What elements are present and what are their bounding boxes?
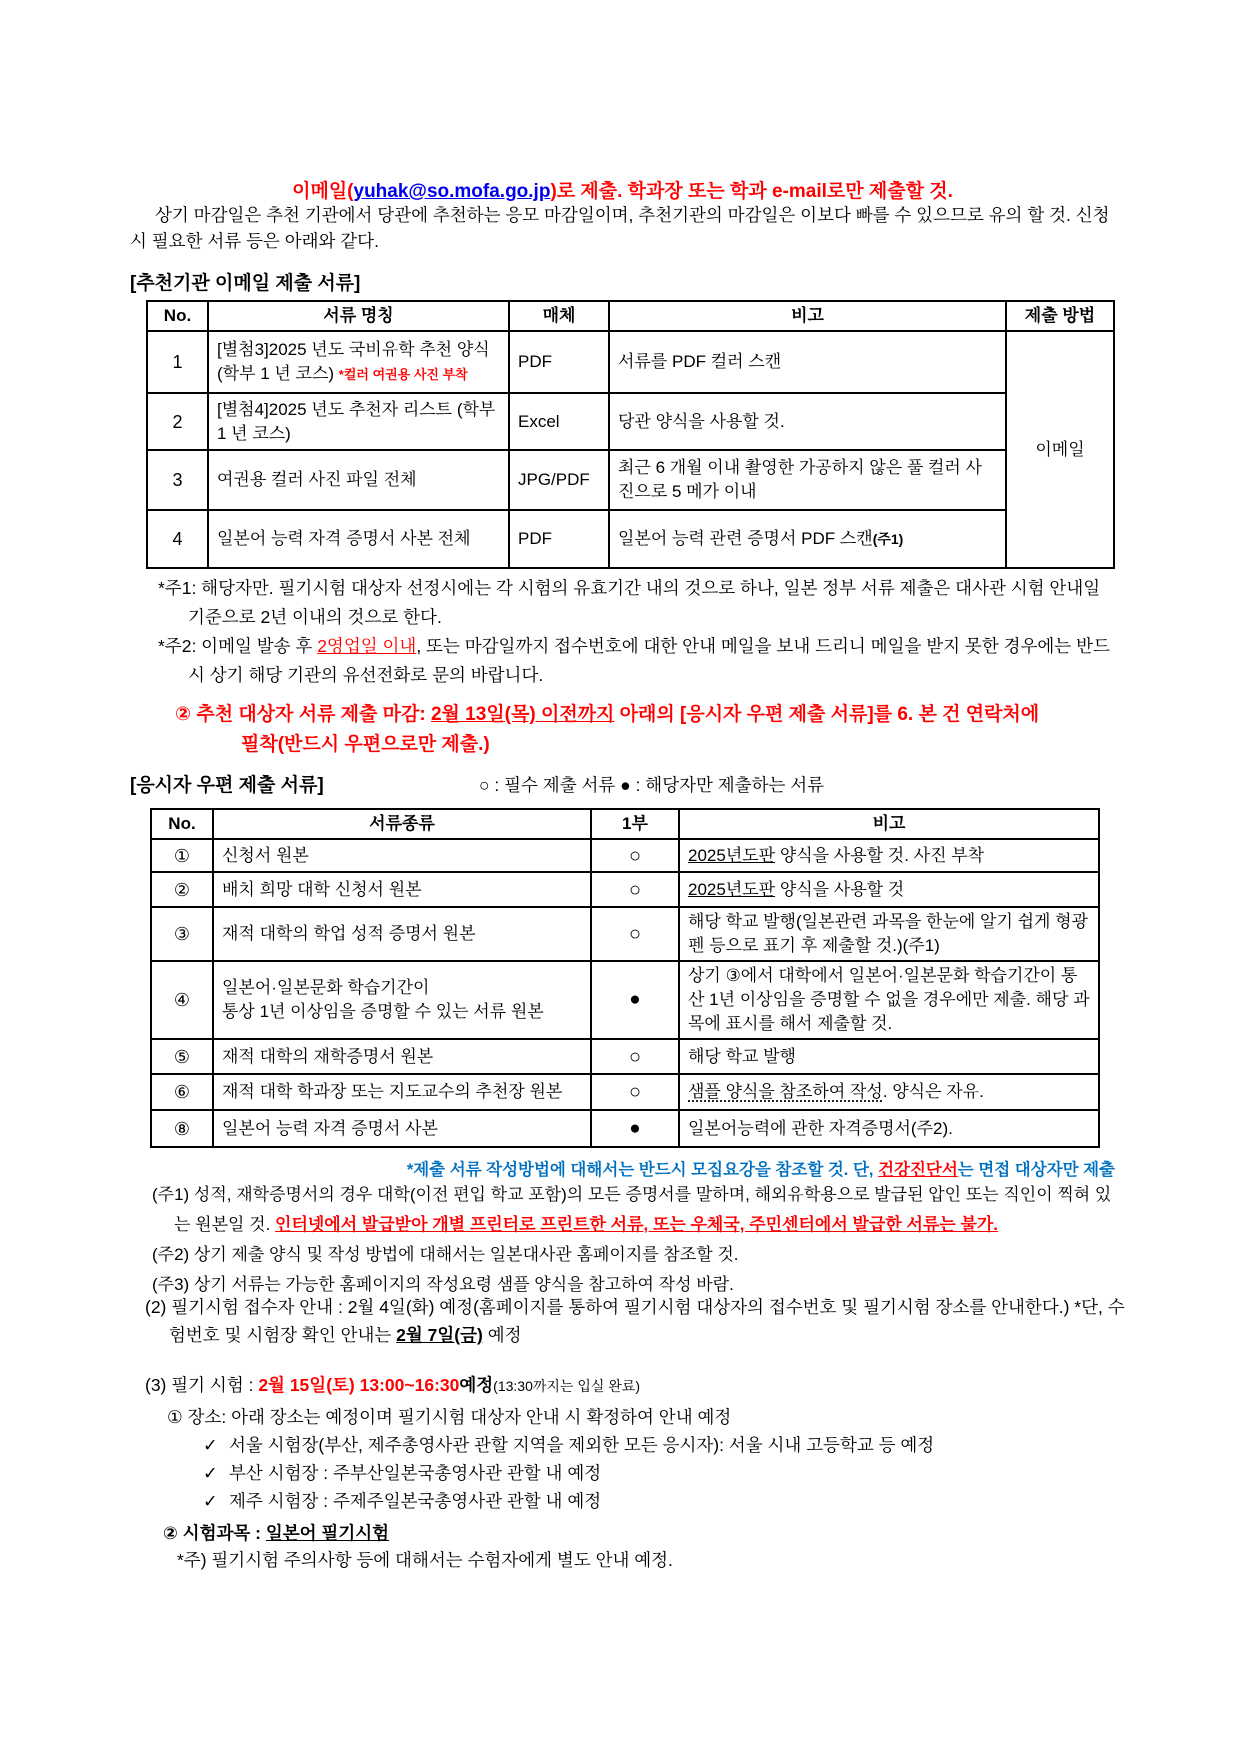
doc-kind: 재적 대학의 재학증명서 원본 [213, 1039, 591, 1074]
exam-label: (3) 필기 시험 : [145, 1375, 259, 1395]
doc-kind: 일본어 능력 자격 증명서 사본 [213, 1110, 591, 1147]
row-no: ② [151, 872, 213, 907]
footnote-ref: (주1) [872, 531, 904, 547]
row-no: 1 [147, 331, 208, 393]
submit-method-cell: 이메일 [1006, 331, 1114, 568]
intro-paragraph: 상기 마감일은 추천 기관에서 당관에 추천하는 응모 마감일이며, 추천기관의 마감일은 이보다 빠를 수 있으므로 유의 할 것. 신청시 필요한 서류 등은 아래와 같다. [130, 205, 1110, 251]
doc-name: [별첨4]2025 년도 추천자 리스트 (학부 1 년 코스) [208, 393, 509, 450]
remark-dotted: 샘플 양식을 참조하여 작성 [688, 1082, 883, 1101]
remark-underlined: 2025년도판 [688, 845, 776, 865]
email-table-footnotes [158, 574, 1110, 690]
email-submission-notice [130, 176, 1115, 203]
col-header-copies: 1부 [591, 809, 679, 839]
col-header-kind: 서류종류 [213, 809, 591, 839]
row-no: ⑥ [151, 1074, 213, 1110]
col-header-no: No. [147, 301, 208, 331]
mail-table-legend: ○ : 필수 제출 서류 ● : 해당자만 제출하는 서류 [478, 775, 825, 795]
written-exam-section [145, 1372, 1125, 1515]
email-table-title: [추천기관 이메일 제출 서류] [130, 273, 361, 294]
remark: 서류를 PDF 컬러 스캔 [609, 331, 1006, 393]
table-row [151, 839, 1099, 872]
doc-kind: 배치 희망 대학 신청서 원본 [213, 872, 591, 907]
remark: 상기 ③에서 대학에서 일본어·일본문화 학습기간이 통산 1년 이상임을 증명할 수 없을 경우에만 제출. 해당 과목에 표시를 해서 제출할 것. [679, 961, 1099, 1039]
remark [609, 510, 1006, 568]
row-no: ⑧ [151, 1110, 213, 1147]
col-header-method: 제출 방법 [1006, 301, 1114, 331]
remark-text: 일본어 능력 관련 증명서 PDF 스캔 [618, 529, 873, 548]
exam-place-busan [203, 1460, 1125, 1487]
exam-subject-section [163, 1520, 1123, 1574]
doc-kind-line1: 일본어·일본문화 학습기간이 [222, 978, 430, 997]
notice-prefix: 이메일( [292, 181, 354, 202]
row-no: ④ [151, 961, 213, 1039]
mail-submission-table [150, 808, 1100, 1148]
media-type: Excel [509, 393, 609, 450]
place-text: 부산 시험장 : 주부산일본국총영사관 관할 내 예정 [229, 1463, 602, 1483]
place-text: 제주 시험장 : 주제주일본국총영사관 관할 내 예정 [229, 1491, 602, 1511]
remark-text: 양식을 사용할 것. 사진 부착 [775, 845, 985, 865]
deadline-post: 아래의 [응시자 우편 제출 서류]를 6. 본 건 연락처에 [614, 704, 1040, 725]
applicable-only-mark: ● [591, 961, 679, 1039]
mail-table-heading [130, 770, 1115, 797]
exam-place-jeju [203, 1488, 1125, 1515]
exam-entry-note: (13:30까지는 입실 완료) [493, 1378, 640, 1394]
remark [679, 872, 1099, 907]
doc-name: 여권용 컬러 사진 파일 전체 [208, 450, 509, 510]
table-row [151, 872, 1099, 907]
exam-datetime: 2월 15일(토) 13:00~16:30 [258, 1375, 460, 1395]
notice-text: (2) 필기시험 접수자 안내 : 2월 4일(화) 예정(홈페이지를 통하여 필기시험 대상자의 접수번호 및 필기시험 장소를 안내한다.) *단, 수험번호 및 시험장 확인 안내는 [145, 1297, 1125, 1345]
email-submission-table [146, 300, 1115, 569]
remark: 해당 학교 발행 [679, 1039, 1099, 1074]
subject-value: 일본어 필기시험 [265, 1523, 390, 1543]
required-mark: ○ [591, 872, 679, 907]
doc-kind: 재적 대학의 학업 성적 증명서 원본 [213, 907, 591, 961]
remark: 일본어능력에 관한 자격증명서(주2). [679, 1110, 1099, 1147]
check-icon: ✓ [203, 1435, 218, 1455]
exam-place-seoul [203, 1432, 1125, 1459]
media-type: JPG/PDF [509, 450, 609, 510]
photo-attach-note: *컬러 여권용 사진 부착 [338, 366, 468, 382]
footnote-2-pre: *주2: 이메일 발송 후 [158, 636, 318, 656]
applicable-only-mark: ● [591, 1110, 679, 1147]
remark-text: 양식을 사용할 것 [775, 879, 905, 899]
deadline-date: 2월 13일(목) 이전까지 [430, 704, 615, 725]
check-icon: ✓ [203, 1463, 218, 1483]
media-type: PDF [509, 510, 609, 568]
table-row [151, 1110, 1099, 1147]
footnote-ju2: (주2) 상기 제출 양식 및 작성 방법에 대해서는 일본대사관 홈페이지를 참조할 것. [152, 1245, 739, 1264]
remark-text: . 양식은 자유. [882, 1082, 984, 1101]
notice-date: 2월 7일(금) [396, 1325, 483, 1345]
doc-kind: 신청서 원본 [213, 839, 591, 872]
exam-place-title: ① 장소: 아래 장소는 예정이며 필기시험 대상자 안내 시 확정하여 안내 예정 [167, 1407, 732, 1427]
submission-guideline-note [130, 1156, 1115, 1180]
required-mark: ○ [591, 839, 679, 872]
deadline-pre: ② 추천 대상자 서류 제출 마감: [175, 704, 431, 725]
exam-datetime-line [145, 1372, 1125, 1400]
table-header-row [147, 301, 1114, 331]
notice-tail: 예정 [482, 1325, 522, 1345]
mail-table-footnotes [152, 1180, 1120, 1300]
footnote-1: *주1: 해당자만. 필기시험 대상자 선정시에는 각 시험의 유효기간 내의 것으로 하나, 일본 정부 서류 제출은 대사관 시험 안내일 기준으로 2년 이내의 것으로 한다. [158, 578, 1101, 627]
row-no: 2 [147, 393, 208, 450]
exam-registrant-notice [145, 1293, 1125, 1349]
doc-kind-line2: 통상 1년 이상임을 증명할 수 있는 서류 원본 [222, 1002, 544, 1021]
footnote-ju3: (주3) 상기 서류는 가능한 홈페이지의 작성요령 샘플 양식을 참고하여 작성 바람. [152, 1275, 734, 1294]
exam-subject-note: *주) 필기시험 주의사항 등에 대해서는 수험자에게 별도 안내 예정. [177, 1550, 673, 1570]
ju1-warning: 인터넷에서 발급받아 개별 프린터로 프린트한 서류, 또는 우체국, 주민센터에서 발급한 서류는 불가. [275, 1215, 999, 1234]
col-header-note: 비고 [679, 809, 1099, 839]
doc-kind: 재적 대학 학과장 또는 지도교수의 추천장 원본 [213, 1074, 591, 1110]
table-row [147, 331, 1114, 393]
check-icon: ✓ [203, 1491, 218, 1511]
deadline-line-2: 필착(반드시 우편으로만 제출.) [241, 734, 490, 755]
row-no: ① [151, 839, 213, 872]
footnote-2-post: , 또는 마감일까지 접수번호에 대한 안내 메일을 보내 드리니 메일을 받지 못한 경우에는 반드시 상기 해당 기관의 유선전화로 문의 바랍니다. [188, 636, 1110, 685]
table-row [151, 1074, 1099, 1110]
doc-name: 일본어 능력 자격 증명서 사본 전체 [208, 510, 509, 568]
deadline-line-1 [175, 700, 1120, 730]
table-row [147, 393, 1114, 450]
blue-note-post: 는 면접 대상자만 제출 [957, 1161, 1115, 1179]
table-row [151, 1039, 1099, 1074]
notice-paragraph [145, 1293, 1125, 1349]
required-mark: ○ [591, 1074, 679, 1110]
table-row [151, 961, 1099, 1039]
media-type: PDF [509, 331, 609, 393]
doc-kind [213, 961, 591, 1039]
notice-suffix: )로 제출. 학과장 또는 학과 e-mail로만 제출할 것. [550, 181, 953, 202]
row-no: ③ [151, 907, 213, 961]
required-mark: ○ [591, 1039, 679, 1074]
table-row [147, 510, 1114, 568]
remark: 당관 양식을 사용할 것. [609, 393, 1006, 450]
footnote-2-deadline: 2영업일 이내 [317, 636, 417, 656]
subject-label: ② 시험과목 : [163, 1523, 266, 1543]
exam-subject-line [163, 1520, 1123, 1547]
table-header-row [151, 809, 1099, 839]
mail-table-title: [응시자 우편 제출 서류] [130, 775, 324, 796]
email-link[interactable]: yuhak@so.mofa.go.jp [353, 181, 551, 202]
footnote-2 [158, 632, 1110, 690]
col-header-media: 매체 [509, 301, 609, 331]
col-header-no: No. [151, 809, 213, 839]
col-header-note: 비고 [609, 301, 1006, 331]
doc-name-text: [별첨3]2025 년도 국비유학 추천 양식(학부 1 년 코스) [217, 339, 490, 383]
exam-expected: 예정 [459, 1375, 494, 1395]
remark [679, 839, 1099, 872]
ju1-text: (주1) 성적, 재학증명서의 경우 대학(이전 편입 학교 포함)의 모든 증명서를 말하며, 해외유학용으로 발급된 압인 또는 직인이 찍혀 있는 원본일 것. [152, 1185, 1112, 1234]
remark-underlined: 2025년도판 [688, 879, 776, 899]
remark [679, 1074, 1099, 1110]
required-mark: ○ [591, 907, 679, 961]
row-no: ⑤ [151, 1039, 213, 1074]
place-text: 서울 시험장(부산, 제주총영사관 관할 지역을 제외한 모든 응시자): 서울 시내 고등학교 등 예정 [229, 1435, 935, 1455]
health-certificate-highlight: 건강진단서 [878, 1161, 958, 1179]
col-header-name: 서류 명칭 [208, 301, 509, 331]
footnote-ju1 [152, 1180, 1120, 1240]
remark: 해당 학교 발행(일본관련 과목을 한눈에 알기 쉽게 형광펜 등으로 표기 후 제출할 것.)(주1) [679, 907, 1099, 961]
table-row [151, 907, 1099, 961]
mail-deadline-section [175, 700, 1120, 760]
table-row [147, 450, 1114, 510]
doc-name [208, 331, 509, 393]
blue-note-pre: *제출 서류 작성방법에 대해서는 반드시 모집요강을 참조할 것. 단, [406, 1161, 879, 1179]
row-no: 3 [147, 450, 208, 510]
remark: 최근 6 개월 이내 촬영한 가공하지 않은 풀 컬러 사진으로 5 메가 이내 [609, 450, 1006, 510]
row-no: 4 [147, 510, 208, 568]
